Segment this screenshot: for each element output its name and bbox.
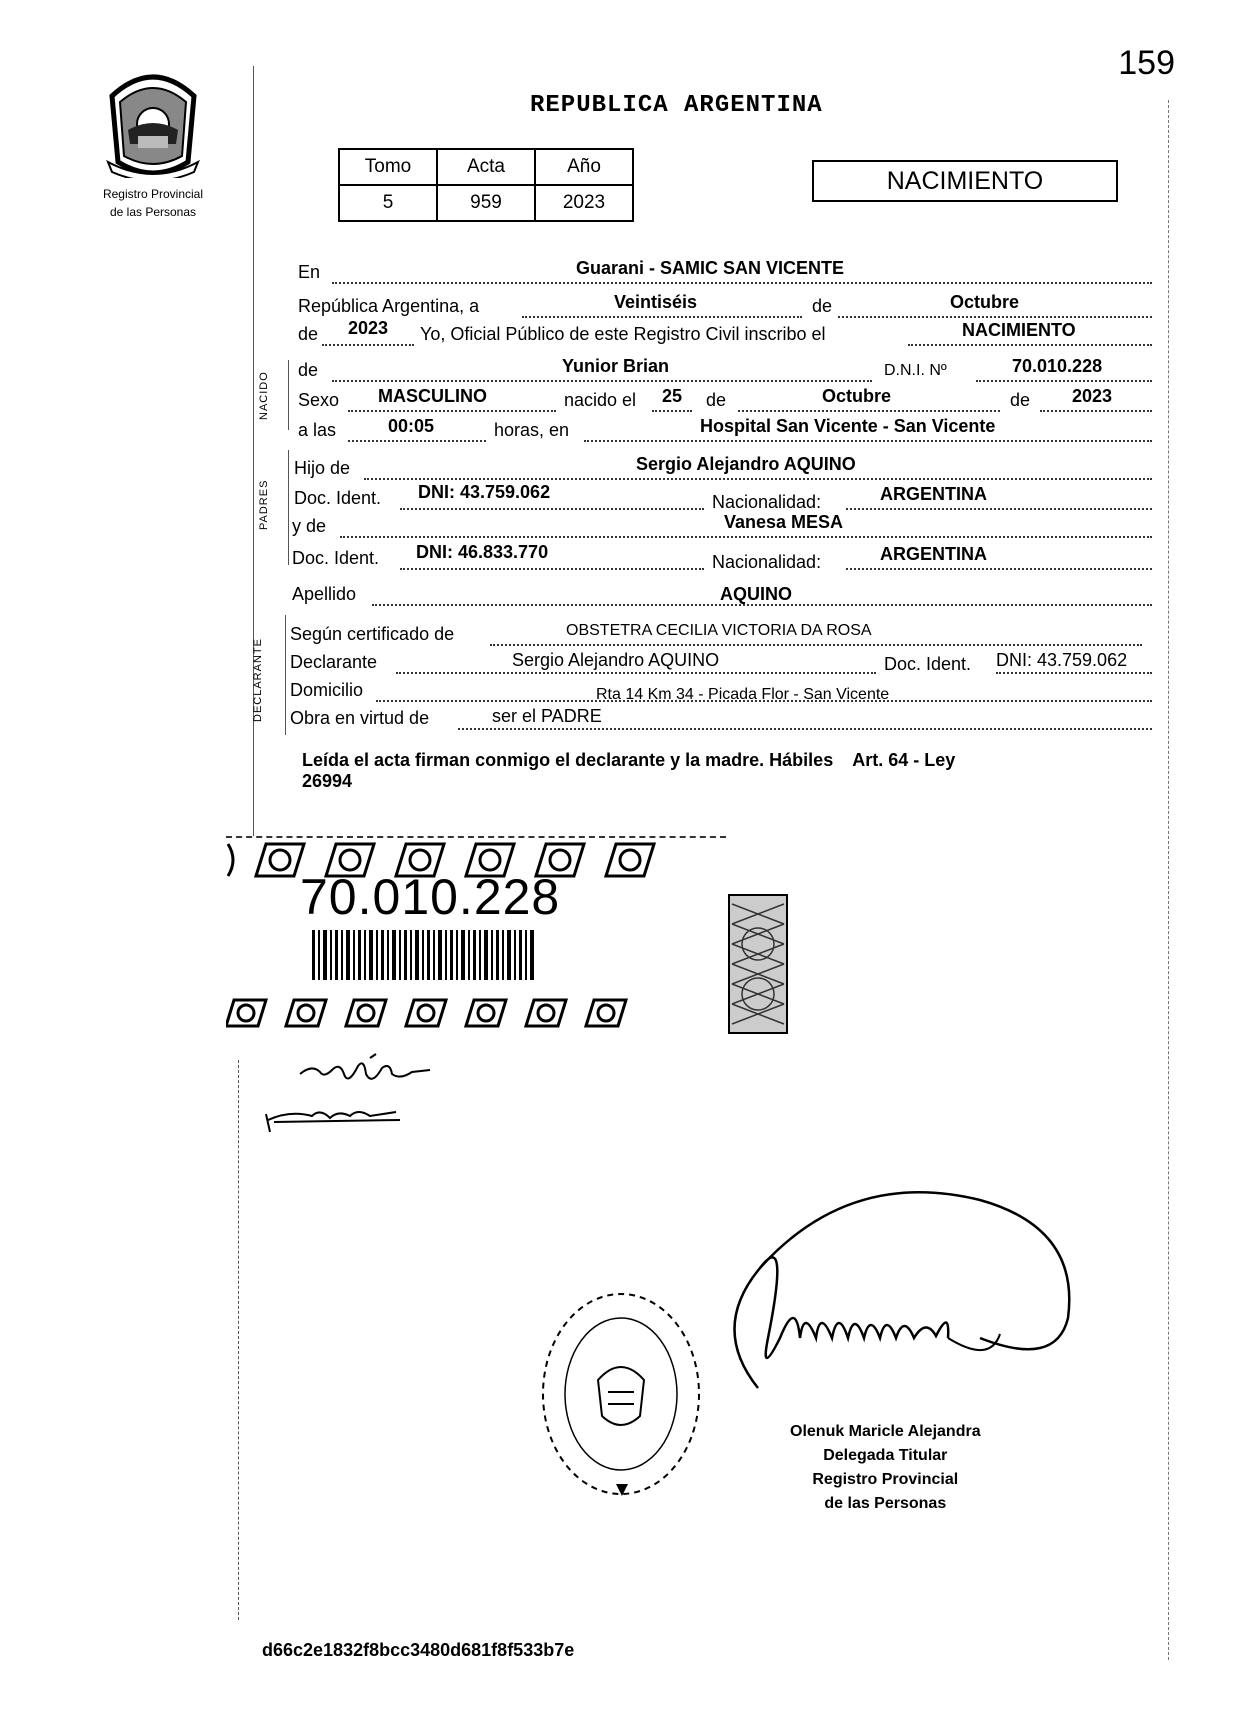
nac2-label: Nacionalidad:: [712, 552, 822, 572]
line-nombre: [0, 356, 1237, 384]
document-hash: d66c2e1832f8bcc3480d681f8f533b7e: [262, 1640, 575, 1660]
obra-value: ser el PADRE: [492, 706, 602, 726]
closing-line2: 26994: [302, 771, 353, 791]
inscribo-value: NACIMIENTO: [962, 320, 1076, 340]
barcode-icon: [312, 930, 542, 980]
reference-value-row: [339, 185, 633, 221]
nac1-value: ARGENTINA: [880, 484, 987, 504]
doc2-label: Doc. Ident.: [292, 548, 380, 568]
section-nacido: NACIDO: [258, 371, 270, 420]
province-seal-icon: [98, 66, 208, 178]
logo-caption-line2: de las Personas: [109, 205, 197, 219]
line-en: [0, 258, 1237, 286]
line-apellido: [0, 584, 1237, 608]
mes-value: Octubre: [950, 292, 1020, 312]
official-name: Olenuk Maricle Alejandra: [790, 1423, 981, 1440]
closing-text: [302, 750, 1142, 792]
declarante-label: Declarante: [290, 652, 378, 672]
closing-line1: Leída el acta firman conmigo el declarante y la madre. Hábiles: [302, 750, 834, 770]
line-obra: [0, 708, 1237, 732]
line-madre: [0, 512, 1237, 540]
segun-value: OBSTETRA CECILIA VICTORIA DA ROSA: [566, 622, 872, 639]
line-domicilio: [0, 680, 1237, 704]
value-anio: 2023: [535, 185, 633, 221]
republica-label: República Argentina, a: [298, 296, 480, 316]
dia-value: Veintiséis: [614, 292, 698, 312]
declarant-signatures: [260, 1052, 470, 1142]
reference-table: [338, 148, 634, 222]
hora-value: 00:05: [388, 416, 435, 436]
reference-header-row: [339, 149, 633, 185]
line-sexo: [0, 386, 1237, 414]
apellido-value: AQUINO: [720, 584, 792, 604]
nac-mes: Octubre: [822, 386, 892, 406]
line-hijo: [0, 454, 1237, 482]
doc2-value: DNI: 46.833.770: [416, 542, 549, 562]
left-margin-line-lower: [238, 1060, 239, 1620]
line-republica: [0, 292, 1237, 320]
logo-caption-line1: Registro Provincial: [102, 187, 204, 201]
value-acta: 959: [437, 185, 535, 221]
security-pattern-bottom-icon: [226, 996, 676, 1030]
country-title: REPUBLICA ARGENTINA: [530, 92, 823, 119]
page-number: 159: [1118, 44, 1175, 82]
nacido-label: nacido el: [564, 390, 637, 410]
en-value: Guarani - SAMIC SAN VICENTE: [576, 258, 845, 278]
de-label: de: [812, 296, 833, 316]
nac2-value: ARGENTINA: [880, 544, 987, 564]
nac-anio: 2023: [1072, 386, 1113, 406]
hijo-label: Hijo de: [294, 458, 351, 478]
de2-label: de: [298, 324, 319, 344]
line-declarante: [0, 652, 1237, 676]
segun-label: Según certificado de: [290, 624, 455, 644]
de5-label: de: [1010, 390, 1031, 410]
value-tomo: 5: [339, 185, 437, 221]
registry-logo: [88, 66, 218, 219]
doc3-label: Doc. Ident.: [884, 654, 972, 674]
official-org1: Registro Provincial: [812, 1471, 959, 1488]
dni-label: D.N.I. Nº: [884, 362, 947, 379]
nac1-label: Nacionalidad:: [712, 492, 822, 512]
padre-value: Sergio Alejandro AQUINO: [636, 454, 856, 474]
hologram-icon: [728, 894, 788, 1034]
obra-label: Obra en virtud de: [290, 708, 430, 728]
official-org2: de las Personas: [824, 1495, 947, 1512]
doc1-value: DNI: 43.759.062: [418, 482, 551, 502]
sexo-value: MASCULINO: [378, 386, 487, 406]
dni-value: 70.010.228: [1012, 356, 1103, 376]
line-segun: [0, 624, 1237, 648]
closing-article: Art. 64 - Ley: [852, 750, 956, 770]
section-padres: PADRES: [258, 479, 270, 530]
alas-label: a las: [298, 420, 337, 440]
apellido-label: Apellido: [292, 584, 357, 604]
en-label: En: [298, 262, 321, 282]
de4-label: de: [706, 390, 727, 410]
header-tomo: Tomo: [339, 149, 437, 185]
de3-label: de: [298, 360, 319, 380]
sexo-label: Sexo: [298, 390, 340, 410]
doc3-value: DNI: 43.759.062: [996, 650, 1128, 670]
id-number: 70.010.228: [300, 869, 561, 925]
header-anio: Año: [535, 149, 633, 185]
line-doc2: [0, 542, 1237, 572]
official-block: [790, 1420, 981, 1516]
line-hora: [0, 416, 1237, 444]
lugar-value: Hospital San Vicente - San Vicente: [700, 416, 996, 436]
act-type-box: NACIMIENTO: [812, 160, 1118, 202]
madre-value: Vanesa MESA: [724, 512, 844, 532]
anio-value: 2023: [348, 318, 389, 338]
official-stamp-icon: [536, 1284, 706, 1504]
header-acta: Acta: [437, 149, 535, 185]
official-signature: [700, 1188, 1120, 1428]
official-role: Delegada Titular: [823, 1447, 948, 1464]
doc1-label: Doc. Ident.: [294, 488, 382, 508]
line-inscribo: [0, 318, 1237, 348]
section-declarante: DECLARANTE: [252, 638, 264, 722]
nombre-value: Yunior Brian: [562, 356, 670, 376]
yde-label: y de: [292, 516, 327, 536]
domicilio-value: Rta 14 Km 34 - Picada Flor - San Vicente: [596, 686, 890, 703]
declarante-value: Sergio Alejandro AQUINO: [512, 650, 720, 670]
horas-label: horas, en: [494, 420, 570, 440]
oficial-text: Yo, Oficial Público de este Registro Civil inscribo el: [420, 324, 826, 344]
nac-dia: 25: [662, 386, 683, 406]
domicilio-label: Domicilio: [290, 680, 364, 700]
